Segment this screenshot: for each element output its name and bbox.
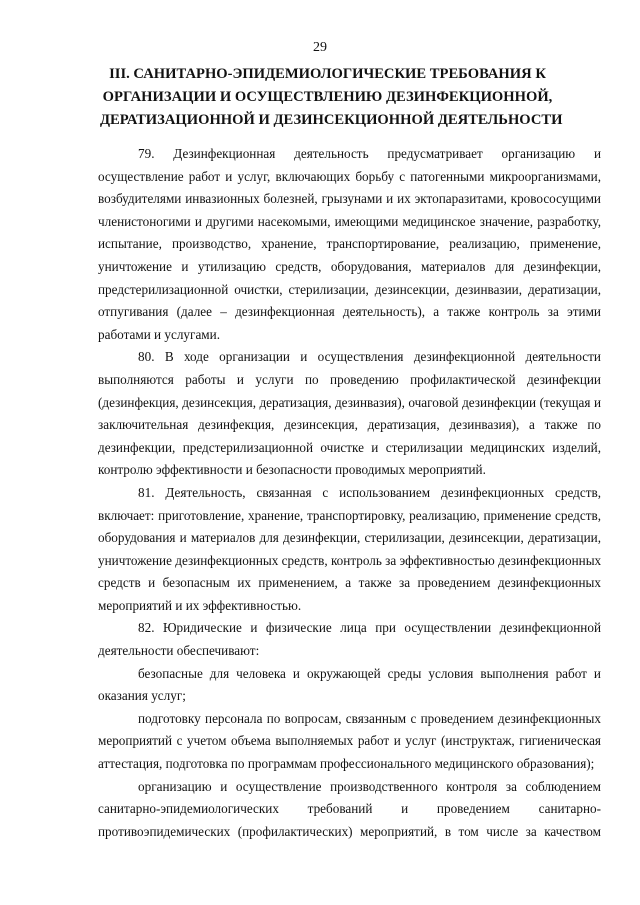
paragraph-line: организацию и осуществление производственного контроля за соблюдением xyxy=(138,778,601,794)
paragraph-line: уничтожение дезинфекционных средств, контроль за эффективностью дезинфекционных xyxy=(98,552,602,568)
paragraph-line: оказания услуг; xyxy=(98,688,186,704)
paragraph-line: членистоногими и другими насекомыми, имеющими медицинское значение, разработку, xyxy=(98,213,601,229)
document-body xyxy=(98,143,601,843)
paragraph-line: работами и услугами. xyxy=(98,326,220,342)
heading-line: ОРГАНИЗАЦИИ И ОСУЩЕСТВЛЕНИЮ ДЕЗИНФЕКЦИОННОЙ, xyxy=(102,89,553,105)
paragraph-line: 81. Деятельность, связанная с использованием дезинфекционных средств, xyxy=(138,484,601,500)
paragraph-line: мероприятий с учетом объема выполняемых работ и услуг (инструктаж, гигиеническая xyxy=(98,733,601,749)
paragraph-line: осуществление работ и услуг, включающих борьбу с патогенными микроорганизмами, xyxy=(98,168,601,184)
heading-line: ДЕРАТИЗАЦИОННОЙ И ДЕЗИНСЕКЦИОННОЙ ДЕЯТЕЛЬНОСТИ xyxy=(100,112,563,128)
paragraph xyxy=(98,143,601,346)
paragraph-line: мероприятий и их эффективностью. xyxy=(98,597,302,613)
paragraph xyxy=(98,708,601,776)
paragraph-line: противоэпидемических (профилактических) мероприятий, в том числе за качеством xyxy=(98,823,601,839)
paragraph xyxy=(98,776,601,844)
paragraph-line: 82. Юридические и физические лица при осуществлении дезинфекционной xyxy=(138,620,601,636)
paragraph-line: заключительная дезинфекция, дезинсекция, дератизация, дезинвазия), а также по xyxy=(98,417,601,433)
paragraph-line: подготовку персонала по вопросам, связанным с проведением дезинфекционных xyxy=(138,710,601,726)
paragraph-line: испытание, производство, хранение, транспортирование, реализацию, применение, xyxy=(98,236,601,252)
paragraph-line: аттестация, подготовка по программам профессионального медицинского образования); xyxy=(98,756,595,772)
page-number: 29 xyxy=(313,40,327,55)
paragraph-line: уничтожение и утилизацию средств, оборудования, материалов для дезинфекции, xyxy=(98,258,601,274)
paragraph-line: контролю эффективности и безопасности проводимых мероприятий. xyxy=(98,462,486,478)
paragraph-line: безопасные для человека и окружающей среды условия выполнения работ и xyxy=(138,665,601,681)
paragraph-line: санитарно-эпидемиологических требований и проведением санитарно- xyxy=(98,801,601,817)
heading-line: III. САНИТАРНО-ЭПИДЕМИОЛОГИЧЕСКИЕ ТРЕБОВАНИЯ К xyxy=(109,66,546,82)
paragraph-line: (дезинфекция, дезинсекция, дератизация, дезинвазия), очаговой дезинфекции (текущая и xyxy=(98,394,601,410)
paragraph-line: оборудования и материалов для дезинфекции, стерилизации, дезинсекции, дератизации, xyxy=(98,530,601,546)
paragraph-line: предстерилизационной очистки, стерилизации, дезинсекции, дезинвазии, дератизации, xyxy=(98,281,601,297)
paragraph-line: отпугивания (далее – дезинфекционная деятельность), а также контроль за этими xyxy=(98,304,601,320)
paragraph-line: возбудителями инвазионных болезней, грызунами и их эктопаразитами, кровососущими xyxy=(98,191,601,207)
paragraph-line: деятельности обеспечивают: xyxy=(98,643,260,659)
paragraph-line: 80. В ходе организации и осуществления дезинфекционной деятельности xyxy=(138,349,601,365)
paragraph xyxy=(98,617,601,662)
paragraph-line: средств и безопасным их применением, а также за проведением дезинфекционных xyxy=(98,575,601,591)
paragraph xyxy=(98,663,601,708)
paragraph-line: выполняются работы и услуги по проведению профилактической дезинфекции xyxy=(98,371,601,387)
paragraph-line: дезинфекции, предстерилизационной очистке и стерилизации медицинских изделий, xyxy=(98,439,601,455)
paragraph-line: 79. Дезинфекционная деятельность предусматривает организацию и xyxy=(138,146,601,161)
paragraph xyxy=(98,482,601,618)
paragraph xyxy=(98,346,601,482)
paragraph-line: включает: приготовление, хранение, транспортировку, реализацию, применение средств, xyxy=(98,507,601,523)
section-heading xyxy=(100,63,563,132)
